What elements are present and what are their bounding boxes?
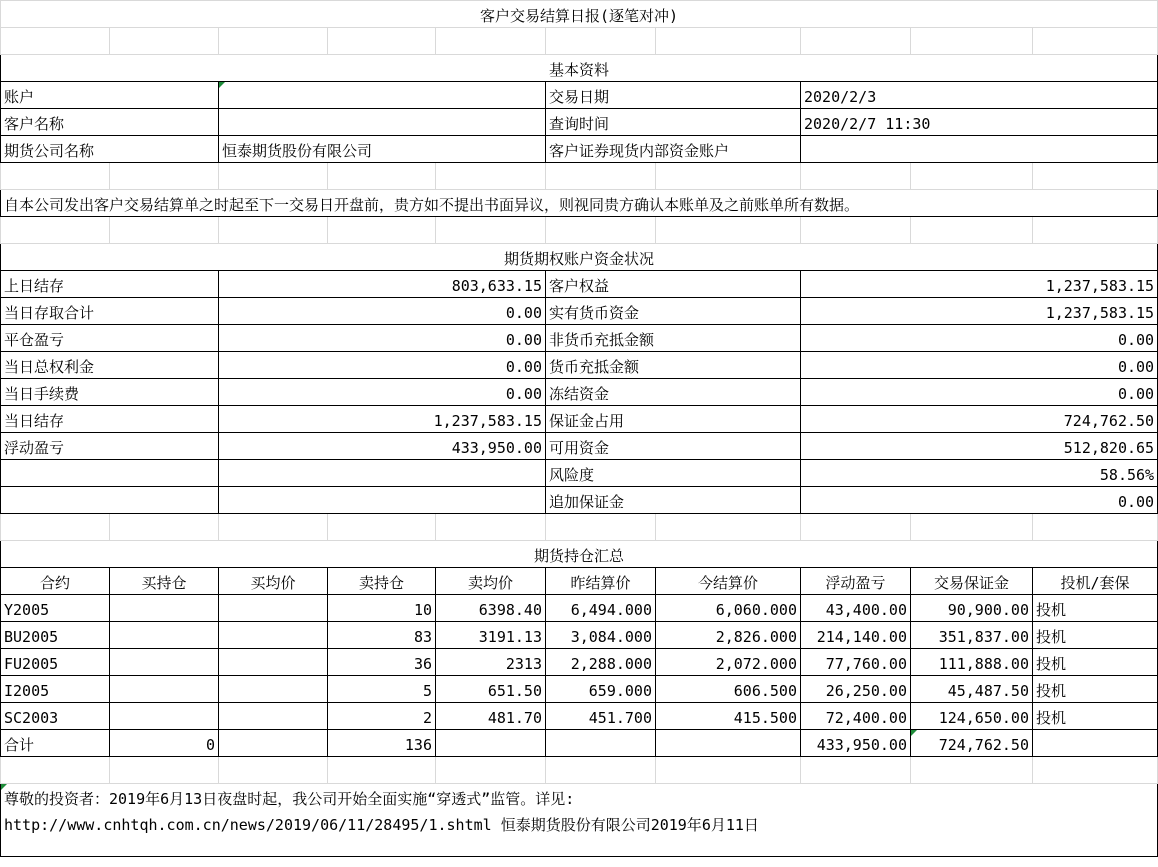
funds-right-value: 58.56%	[801, 460, 1158, 487]
column-header: 买持仓	[110, 568, 219, 595]
column-header: 卖持仓	[328, 568, 436, 595]
position-cell: SC2003	[1, 703, 110, 730]
position-cell: 3,084.000	[546, 622, 656, 649]
position-cell: 投机	[1033, 703, 1158, 730]
total-cell: 合计	[1, 730, 110, 757]
column-header: 昨结算价	[546, 568, 656, 595]
position-cell	[110, 622, 219, 649]
column-header: 交易保证金	[911, 568, 1033, 595]
funds-row	[1, 379, 1158, 406]
funds-left-label: 当日结存	[1, 406, 219, 433]
total-cell: 136	[328, 730, 436, 757]
funds-right-value: 0.00	[801, 325, 1158, 352]
position-cell: 77,760.00	[801, 649, 911, 676]
funds-right-value: 0.00	[801, 379, 1158, 406]
position-row	[1, 676, 1158, 703]
column-header: 浮动盈亏	[801, 568, 911, 595]
funds-left-empty	[1, 487, 219, 514]
position-cell	[110, 649, 219, 676]
trade-date-label: 交易日期	[546, 82, 801, 109]
company-value: 恒泰期货股份有限公司	[219, 136, 546, 163]
position-cell: 351,837.00	[911, 622, 1033, 649]
funds-right-value: 0.00	[801, 487, 1158, 514]
funds-right-label: 实有货币资金	[546, 298, 801, 325]
report-title: 客户交易结算日报(逐笔对冲)	[1, 1, 1158, 28]
positions-column-headers	[1, 568, 1158, 595]
empty-row	[1, 757, 1158, 784]
funds-right-label: 货币充抵金额	[546, 352, 801, 379]
funds-left-label: 当日总权利金	[1, 352, 219, 379]
position-cell	[219, 622, 328, 649]
position-cell	[219, 703, 328, 730]
securities-account-label: 客户证券现货内部资金账户	[546, 136, 801, 163]
position-cell: Y2005	[1, 595, 110, 622]
column-header: 合约	[1, 568, 110, 595]
position-cell: 6,494.000	[546, 595, 656, 622]
footer-notice	[1, 784, 1158, 857]
position-cell: 2,288.000	[546, 649, 656, 676]
position-cell: 659.000	[546, 676, 656, 703]
redacted-area	[222, 82, 282, 102]
position-cell: 214,140.00	[801, 622, 911, 649]
funds-row	[1, 487, 1158, 514]
query-time-label: 查询时间	[546, 109, 801, 136]
funds-right-label: 风险度	[546, 460, 801, 487]
position-cell: 10	[328, 595, 436, 622]
account-label: 账户	[1, 82, 219, 109]
funds-right-label: 客户权益	[546, 271, 801, 298]
funds-header: 期货期权账户资金状况	[1, 244, 1158, 271]
position-cell: 6398.40	[436, 595, 546, 622]
position-cell	[219, 649, 328, 676]
funds-left-value: 433,950.00	[219, 433, 546, 460]
client-name-label: 客户名称	[1, 109, 219, 136]
column-header: 买均价	[219, 568, 328, 595]
position-cell: 83	[328, 622, 436, 649]
funds-right-value: 0.00	[801, 352, 1158, 379]
position-cell: 2,072.000	[656, 649, 801, 676]
funds-row	[1, 406, 1158, 433]
position-cell: I2005	[1, 676, 110, 703]
funds-right-value: 1,237,583.15	[801, 271, 1158, 298]
funds-right-label: 可用资金	[546, 433, 801, 460]
empty-row	[1, 514, 1158, 541]
funds-left-value: 0.00	[219, 379, 546, 406]
position-cell: 36	[328, 649, 436, 676]
footer-line-2: http://www.cnhtqh.com.cn/news/2019/06/11/28495/1.shtml 恒泰期货股份有限公司2019年6月11日	[4, 816, 759, 834]
total-cell	[656, 730, 801, 757]
redacted-area	[222, 109, 282, 129]
total-cell	[436, 730, 546, 757]
funds-left-value: 0.00	[219, 298, 546, 325]
position-cell: 投机	[1033, 595, 1158, 622]
empty-row	[1, 217, 1158, 244]
funds-right-label: 保证金占用	[546, 406, 801, 433]
total-cell: 724,762.50	[911, 730, 1033, 757]
position-cell	[219, 595, 328, 622]
funds-right-label: 冻结资金	[546, 379, 801, 406]
total-cell: 0	[110, 730, 219, 757]
empty-row	[1, 28, 1158, 55]
funds-left-label: 浮动盈亏	[1, 433, 219, 460]
funds-left-value: 0.00	[219, 325, 546, 352]
account-value	[219, 82, 546, 109]
funds-row	[1, 433, 1158, 460]
column-header: 卖均价	[436, 568, 546, 595]
position-cell: 2,826.000	[656, 622, 801, 649]
position-cell: 111,888.00	[911, 649, 1033, 676]
funds-left-label: 当日存取合计	[1, 298, 219, 325]
position-row	[1, 622, 1158, 649]
query-time-value: 2020/2/7 11:30	[801, 109, 1158, 136]
funds-right-value: 512,820.65	[801, 433, 1158, 460]
funds-left-empty	[219, 460, 546, 487]
footer-line-1: 尊敬的投资者：2019年6月13日夜盘时起，我公司开始全面实施“穿透式”监管。详见:	[4, 790, 575, 808]
total-cell	[546, 730, 656, 757]
column-header: 投机/套保	[1033, 568, 1158, 595]
empty-row	[1, 163, 1158, 190]
funds-right-value: 724,762.50	[801, 406, 1158, 433]
total-cell: 433,950.00	[801, 730, 911, 757]
funds-right-label: 追加保证金	[546, 487, 801, 514]
total-cell	[219, 730, 328, 757]
positions-total-row	[1, 730, 1158, 757]
position-cell: BU2005	[1, 622, 110, 649]
basic-info-header: 基本资料	[1, 55, 1158, 82]
funds-left-value: 1,237,583.15	[219, 406, 546, 433]
funds-left-empty	[1, 460, 219, 487]
position-row	[1, 595, 1158, 622]
company-label: 期货公司名称	[1, 136, 219, 163]
funds-row	[1, 298, 1158, 325]
securities-account-value	[801, 136, 1158, 163]
position-cell	[110, 676, 219, 703]
total-cell	[1033, 730, 1158, 757]
funds-left-value: 0.00	[219, 352, 546, 379]
position-cell: 2	[328, 703, 436, 730]
position-cell	[110, 595, 219, 622]
funds-left-label: 平仓盈亏	[1, 325, 219, 352]
column-header: 今结算价	[656, 568, 801, 595]
position-cell: 43,400.00	[801, 595, 911, 622]
disclaimer-notice: 自本公司发出客户交易结算单之时起至下一交易日开盘前，贵方如不提出书面异议，则视同贵方确认本账单及之前账单所有数据。	[1, 190, 1158, 217]
funds-row	[1, 352, 1158, 379]
position-cell: 5	[328, 676, 436, 703]
funds-left-value: 803,633.15	[219, 271, 546, 298]
position-row	[1, 649, 1158, 676]
funds-left-label: 上日结存	[1, 271, 219, 298]
funds-right-label: 非货币充抵金额	[546, 325, 801, 352]
funds-row	[1, 271, 1158, 298]
position-cell: 2313	[436, 649, 546, 676]
position-cell: 90,900.00	[911, 595, 1033, 622]
position-cell: 415.500	[656, 703, 801, 730]
trade-date-value: 2020/2/3	[801, 82, 1158, 109]
funds-left-empty	[219, 487, 546, 514]
position-cell: 6,060.000	[656, 595, 801, 622]
position-cell: 451.700	[546, 703, 656, 730]
position-cell: FU2005	[1, 649, 110, 676]
position-cell: 45,487.50	[911, 676, 1033, 703]
positions-header: 期货持仓汇总	[1, 541, 1158, 568]
position-cell: 投机	[1033, 649, 1158, 676]
client-name-value	[219, 109, 546, 136]
position-cell: 26,250.00	[801, 676, 911, 703]
funds-row	[1, 325, 1158, 352]
position-cell: 481.70	[436, 703, 546, 730]
position-cell: 投机	[1033, 676, 1158, 703]
position-cell: 投机	[1033, 622, 1158, 649]
position-cell: 72,400.00	[801, 703, 911, 730]
position-cell	[219, 676, 328, 703]
position-row	[1, 703, 1158, 730]
position-cell: 651.50	[436, 676, 546, 703]
position-cell	[110, 703, 219, 730]
position-cell: 3191.13	[436, 622, 546, 649]
position-cell: 606.500	[656, 676, 801, 703]
funds-left-label: 当日手续费	[1, 379, 219, 406]
funds-row	[1, 460, 1158, 487]
funds-right-value: 1,237,583.15	[801, 298, 1158, 325]
position-cell: 124,650.00	[911, 703, 1033, 730]
